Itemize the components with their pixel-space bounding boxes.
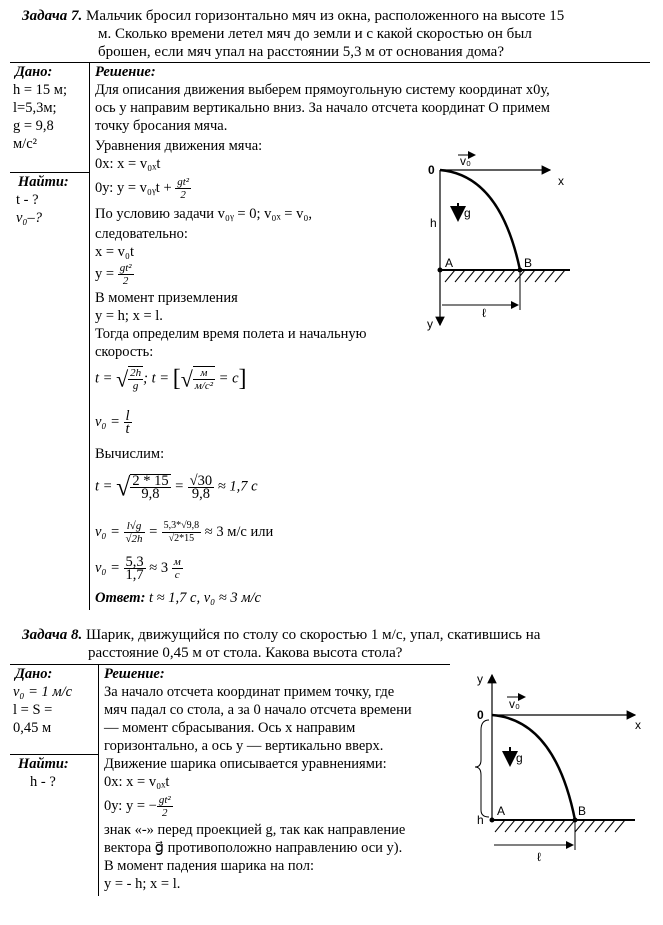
task7-fig-h: h (430, 216, 437, 230)
task7-calc-t-res: ≈ 1,7 с (214, 478, 258, 495)
task7-calc-v: v₀ = $\frac{l√g}{√2h}$ = $\frac{5,3*√9,8}{√2*15}$ ≈ 3 м/с или (95, 520, 274, 545)
task8-text-1: Шарик, движущийся по столу со скоростью 1 м/с, упал, скатившись на (86, 627, 541, 643)
task7-y-num: gt² (119, 262, 132, 274)
task7-eq-y-num: gt² (177, 176, 190, 188)
task8-find-title: Найти: (18, 756, 69, 772)
task7-calc-v2: v₀ = $\frac{5,3}{1,7}$ ≈ 3 $\frac{м}{с}$ (95, 554, 181, 583)
task7-given-rule (10, 172, 90, 173)
task8-fig-g: g (516, 751, 523, 765)
task7-given-h: h = 15 м; (13, 82, 68, 98)
task7-calc-v-num: l√g (124, 520, 145, 533)
task7-trajectory (440, 170, 520, 270)
task7-calc-v-frac (124, 520, 145, 545)
task7-text-1: Мальчик бросил горизонтально мяч из окна, расположенного на высоте 15 (86, 8, 565, 24)
task7-hence: следовательно: (95, 226, 188, 242)
task7-eq-x: 0х: x = v₀ₓt (95, 156, 161, 172)
task7-sol-2: ось у направим вертикально вниз. За начало отсчета координат О примем (95, 100, 550, 116)
task7-y-frac (118, 262, 134, 287)
task8-fig-v0: v₀ (509, 697, 520, 711)
task7-fig-y: y (427, 317, 433, 331)
task8-sol-6: знак «-» перед проекцией g, так как направление (104, 822, 406, 838)
task7-text-2: м. Сколько времени летел мяч до земли и с какой скоростью он был (98, 26, 532, 42)
task8-eq-y-num: gt² (158, 794, 171, 806)
task8-given-val: 0,45 м (13, 720, 52, 736)
task7-given-g: g = 9,8 (13, 118, 54, 134)
task7-sol-1: Для описания движения выберем прямоугольную систему координат х0у, (95, 82, 550, 98)
task8-ground-hatch (495, 820, 625, 832)
task8-sol-3: — момент сбрасывания. Ось х направим (104, 720, 356, 736)
task7-calc-v2-frac (124, 556, 146, 581)
task7-t-den: g (132, 380, 139, 392)
task7-find-v0: v₀–? (16, 210, 42, 226)
task8-given-rule (10, 754, 98, 755)
task7-t-units-num: м (193, 367, 215, 380)
task8-eq-y-frac (157, 794, 173, 819)
task7-eq-y-pre: 0у: y = v₀ᵧt + (95, 179, 176, 196)
task7-eq-y-frac (175, 176, 191, 201)
task7-then-2: скорость: (95, 344, 154, 360)
task8-top-rule (10, 664, 450, 665)
task8-point-a (490, 818, 495, 823)
task7-t-units-pre: ; t = (143, 370, 173, 387)
task7-answer-label: Ответ: (95, 590, 146, 606)
task7-eq-y (95, 176, 191, 201)
task7-fig-o: 0 (428, 163, 435, 177)
task7-calc-v2-num: 5,3 (125, 554, 144, 570)
task8-given-v0: v₀ = 1 м/с (13, 684, 73, 700)
task7-condition: По условию задачи v₀ᵧ = 0; v₀ₓ = v₀, (95, 206, 313, 222)
task7-t-units-post: = c (215, 370, 239, 387)
task8-header (22, 626, 652, 644)
task7-calc-v-frac2 (162, 520, 202, 545)
task8-divider (98, 664, 99, 896)
task7-calc-v-den2: √2*15 (168, 533, 195, 544)
task7-calc-v-res: ≈ 3 м/с или (201, 523, 274, 540)
task7-answer-text: t ≈ 1,7 с, v₀ ≈ 3 м/с (145, 590, 261, 606)
task7-y-den: 2 (122, 275, 129, 287)
task8-eq-y-den: 2 (162, 807, 168, 819)
task7-calc-t-den: 9,8 (141, 486, 160, 502)
task7-sol-3: точку бросания мяча. (95, 118, 228, 134)
task7-t-label: t = (95, 370, 117, 387)
task7-fig-a: A (445, 256, 454, 270)
task8-fig-a: A (497, 804, 506, 818)
task7-given-g-unit: м/с² (13, 136, 37, 152)
task8-sol-1: За начало отсчета координат примем точку, где (104, 684, 395, 700)
task8-figure (465, 665, 655, 870)
task7-t-units-den: м/с² (194, 380, 214, 392)
task8-sol-4: горизонтально, а ось у — вертикально вверх. (104, 738, 384, 754)
task7-y-pre: y = (95, 265, 118, 282)
task7-calc-t-num2: √30 (189, 472, 213, 489)
task8-sol-8: В момент падения шарика на пол: (104, 858, 315, 874)
task7-calc-v2-den: 1,7 (125, 567, 144, 583)
task8-sol-7: вектора g⃗ противоположно направлению оси у). (104, 840, 403, 856)
task7-fig-g: g (464, 206, 471, 220)
task7-compute: Вычислим: (95, 446, 165, 462)
task7-calc-t-num: 2 * 15 (132, 473, 169, 489)
task8-label: Задача 8. (22, 627, 83, 643)
task7-find-t: t - ? (16, 192, 39, 208)
task8-fig-o: 0 (477, 708, 484, 722)
task7-landing-eq: y = h; x = l. (95, 308, 163, 324)
task7-t-units-frac (193, 366, 215, 392)
task7-sol-4: Уравнения движения мяча: (95, 138, 263, 154)
task7-point-a (438, 268, 443, 273)
task7-find-title: Найти: (18, 174, 69, 190)
task7-v0-formula (95, 410, 132, 435)
task7-header (22, 7, 652, 25)
task7-calc-t: t = √ $\frac{2 * 15}{9,8}$ = $\frac{√30}{9,8}$ ≈ 1,7 с (95, 472, 258, 502)
task7-figure (400, 145, 590, 335)
task8-text-2: расстояние 0,45 м от стола. Какова высота стола? (88, 645, 403, 661)
task7-label: Задача 7. (22, 8, 83, 24)
task7-text-3: брошен, если мяч упал на расстоянии 5,3 м от основания дома? (98, 44, 504, 60)
task7-top-rule (10, 62, 650, 63)
task7-eq-y-den: 2 (180, 189, 186, 201)
task8-find-h: h - ? (30, 774, 56, 790)
task8-eq-x: 0х: x = v₀ₓt (104, 774, 170, 790)
task8-h-brace (475, 720, 489, 817)
task8-fig-b: B (578, 804, 587, 818)
task7-calc-v2-res: ≈ 3 (145, 559, 172, 576)
task7-solution-title: Решение: (95, 64, 156, 80)
task8-fig-y: y (477, 672, 483, 686)
task7-fig-x: x (558, 174, 564, 188)
task7-x-eq: x = v₀t (95, 244, 135, 260)
task7-calc-v-den: √2h (125, 533, 143, 545)
task7-t-formula: t = √ $\frac{2h}{g}$ ; t = [√ $\frac{м}{\text{м/с²}}$ = c] (95, 365, 247, 392)
task7-y-eq (95, 262, 134, 287)
task7-v0-label: v₀ = (95, 413, 124, 430)
task8-fig-x: x (635, 718, 641, 732)
task7-v0-den: t (125, 421, 130, 437)
task8-fig-h: h (477, 813, 484, 827)
task8-fig-l: ℓ (537, 850, 541, 864)
task8-given-title: Дано: (15, 666, 53, 682)
task7-v0-frac (124, 410, 132, 435)
task7-calc-t-den2: 9,8 (191, 485, 210, 502)
task7-fig-l: ℓ (482, 306, 486, 320)
task7-calc-t-frac2 (188, 472, 214, 502)
task7-v0-num: l (125, 408, 130, 424)
task7-calc-v2-unit-den: с (174, 569, 180, 581)
task7-divider (89, 62, 90, 610)
task7-fig-b: B (524, 256, 533, 270)
task8-sol-2: мяч падал со стола, а за 0 начало отсчета времени (104, 702, 412, 718)
task8-eq-y (104, 794, 173, 819)
task8-sol-5: Движение шарика описывается уравнениями: (104, 756, 387, 772)
task8-eq-y-pre: 0у: y = − (104, 797, 157, 814)
task8-solution-title: Решение: (104, 666, 165, 682)
task7-t-num: 2h (130, 367, 142, 379)
task7-ground-hatch (445, 270, 565, 282)
task7-calc-v2-unit (172, 556, 183, 581)
task7-calc-t-frac (130, 474, 170, 500)
task7-calc-v-num2: 5,3*√9,8 (163, 520, 200, 531)
task8-given-l: l = S = (13, 702, 53, 718)
task7-t-frac (128, 366, 143, 392)
task7-fig-v0: v₀ (460, 154, 471, 168)
task7-then-1: Тогда определим время полета и начальную (95, 326, 367, 342)
task8-sol-9: y = - h; x = l. (104, 876, 181, 892)
task7-given-l: l=5,3м; (13, 100, 57, 116)
task7-answer (95, 590, 261, 607)
task7-given-title: Дано: (15, 64, 53, 80)
task7-calc-v2-unit-num: м (173, 556, 181, 568)
task7-landing: В момент приземления (95, 290, 238, 306)
